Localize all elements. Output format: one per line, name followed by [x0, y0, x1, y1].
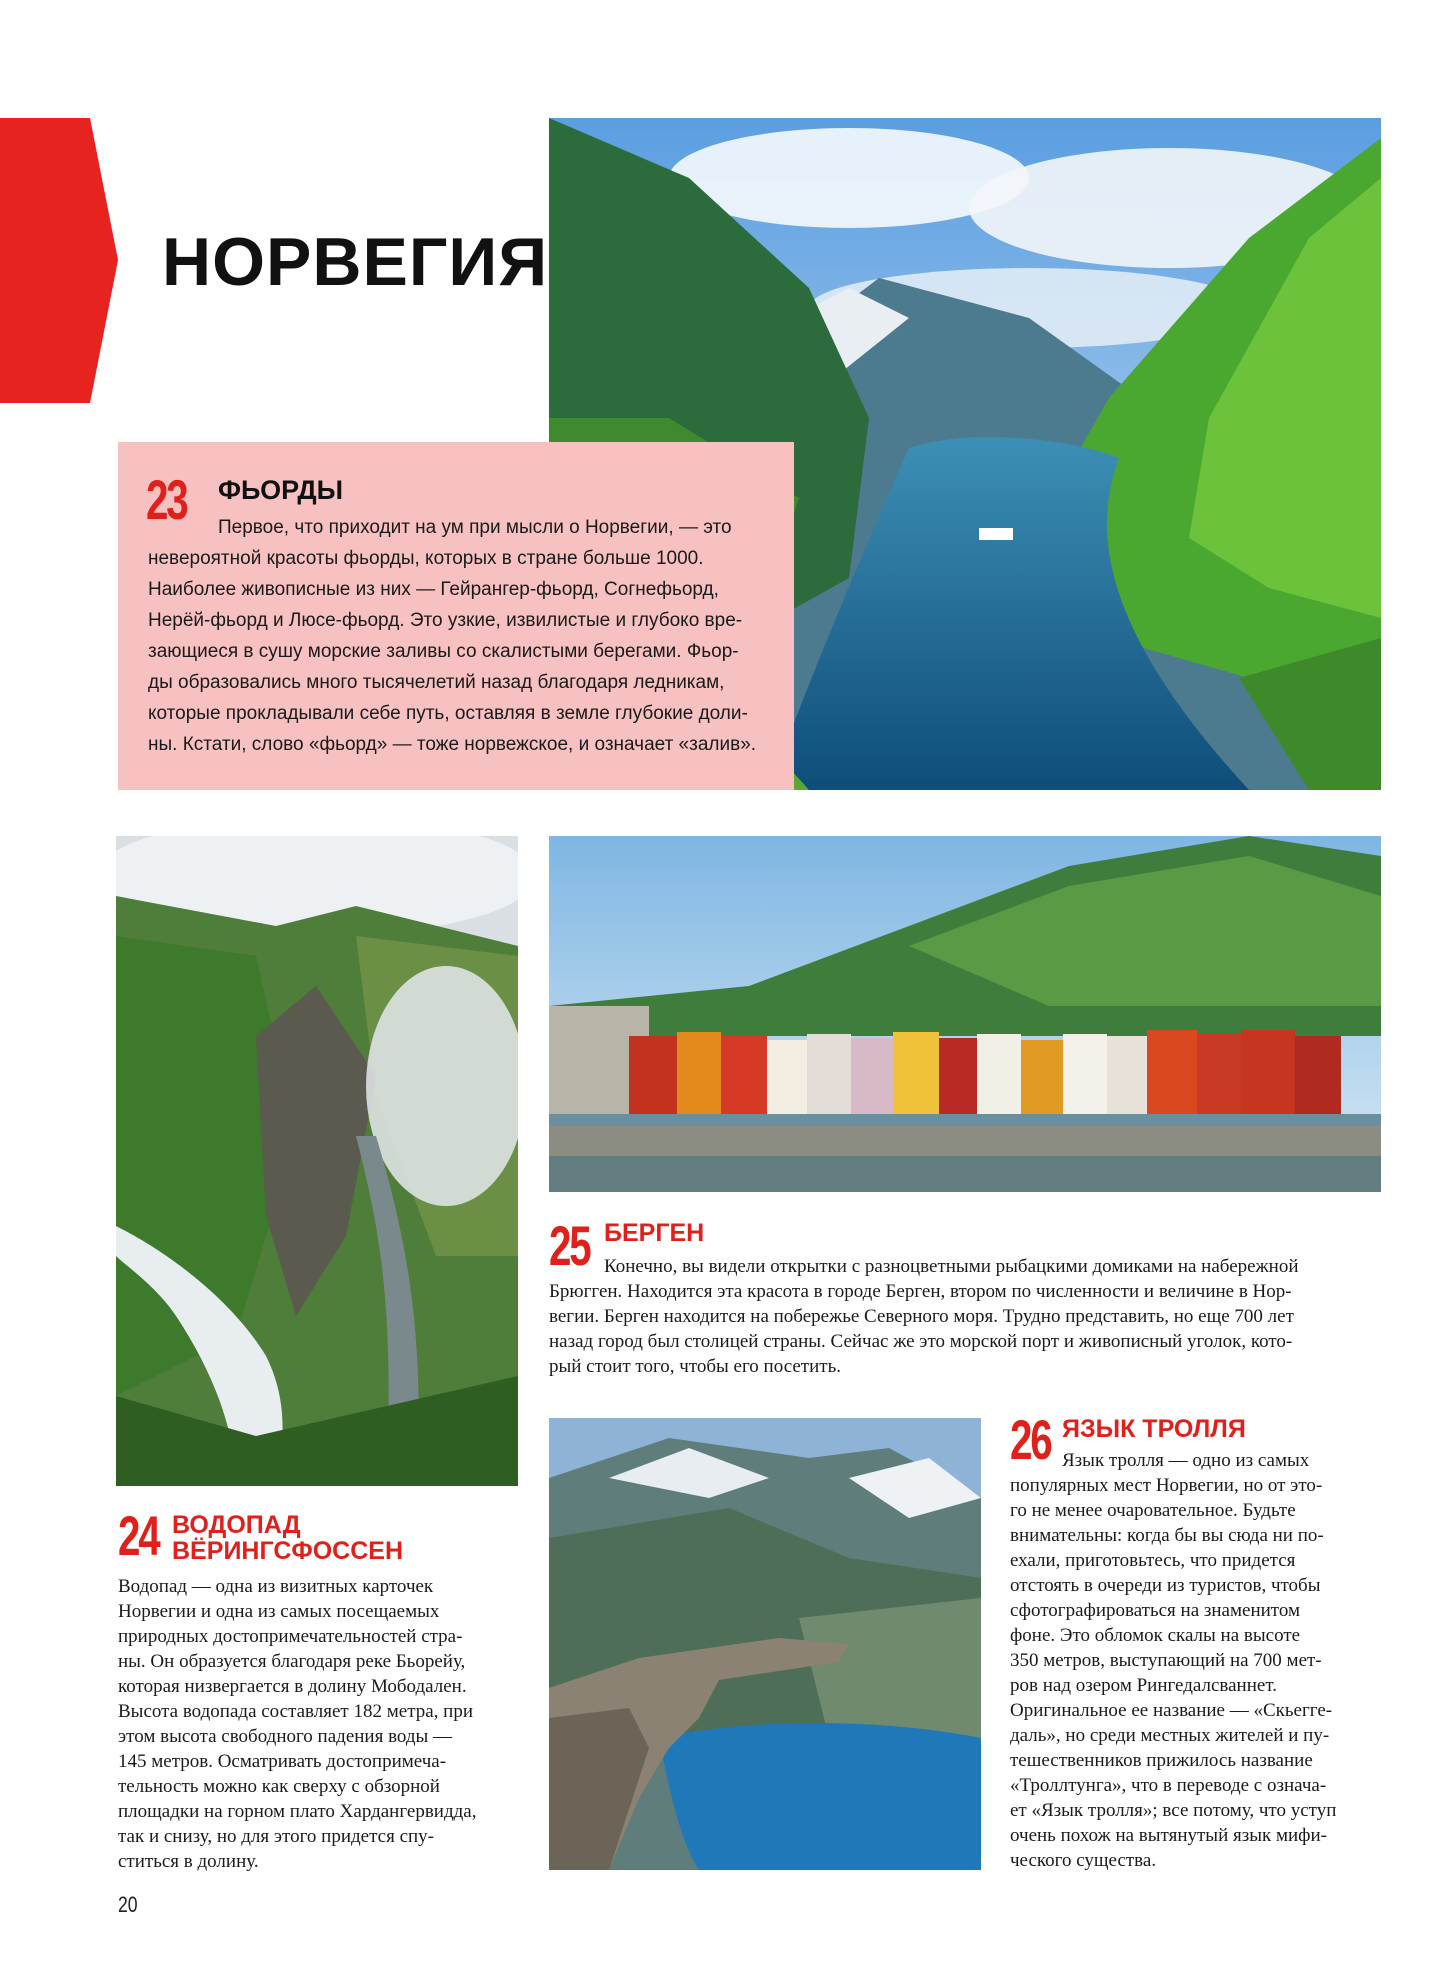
bergen-photo [549, 836, 1381, 1192]
section-number-26: 26 [1010, 1408, 1051, 1471]
waterfall-text-line: площадки на горном плато Хардангервидда, [118, 1801, 477, 1822]
trolltunga-text-line: ческого существа. [1010, 1850, 1157, 1871]
waterfall-text-line: Водопад — одна из визитных карточек [118, 1576, 434, 1597]
waterfall-text-line: ны. Он образуется благодаря реке Бьорейу, [118, 1651, 466, 1672]
trolltunga-text-line: ров над озером Рингедалсваннет. [1010, 1675, 1277, 1696]
trolltunga-text-line: очень похож на вытянутый язык мифи- [1010, 1825, 1327, 1846]
waterfall-text [118, 1574, 476, 1874]
trolltunga-text-line: ет «Язык тролля»; все потому, что уступ [1010, 1800, 1337, 1821]
fjords-text-line: зающиеся в сушу морские заливы со скалистыми берегами. Фьор- [148, 641, 739, 662]
section-number-23: 23 [146, 468, 187, 531]
bergen-text-line: вегии. Берген находится на побережье Северного моря. Трудно представить, но еще 700 лет [549, 1306, 1294, 1327]
bergen-text-line: рый стоит того, чтобы его посетить. [549, 1356, 841, 1377]
fjords-text-line: Первое, что приходит на ум при мысли о Норвегии, — это [218, 517, 732, 538]
fjords-text-box [118, 442, 794, 790]
fjords-text-line: которые прокладывали себе путь, оставляя в земле глубокие доли- [148, 703, 748, 724]
fjords-heading: ФЬОРДЫ [218, 475, 344, 505]
waterfall-text-line: 145 метров. Осматривать достопримеча- [118, 1751, 447, 1772]
trolltunga-text-line: сфотографироваться на знаменитом [1010, 1600, 1301, 1621]
bergen-houses [629, 1030, 1341, 1116]
trolltunga-photo [549, 1418, 981, 1870]
fjords-text-line: ны. Кстати, слово «фьорд» — тоже норвежское, и означает «залив». [148, 734, 757, 755]
trolltunga-text-line: Язык тролля — одно из самых [1062, 1450, 1310, 1471]
trolltunga-text-line: внимательны: когда бы вы сюда ни по- [1010, 1525, 1324, 1546]
waterfall-text-line: Норвегии и одна из самых посещаемых [118, 1601, 440, 1622]
page-title: НОРВЕГИЯ [162, 224, 549, 300]
waterfall-heading-line1: ВОДОПАД [172, 1511, 301, 1539]
section-number-25: 25 [549, 1214, 590, 1277]
trolltunga-text-line: 350 метров, выступающий на 700 мет- [1010, 1650, 1322, 1671]
bergen-text-line: Конечно, вы видели открытки с разноцветными рыбацкими домиками на набережной [604, 1256, 1299, 1277]
waterfall-photo [116, 836, 518, 1486]
fjords-text-line: Нерёй-фьорд и Люсе-фьорд. Это узкие, извилистые и глубоко вре- [148, 610, 743, 631]
bergen-text-line: Брюгген. Находится эта красота в городе Берген, втором по численности и величине в Нор- [549, 1281, 1292, 1302]
trolltunga-text-line: популярных мест Норвегии, но от это- [1010, 1475, 1323, 1496]
page-number: 20 [118, 1892, 138, 1917]
trolltunga-text-line: даль», но среди местных жителей и пу- [1010, 1725, 1330, 1746]
waterfall-text-line: тельность можно как сверху с обзорной [118, 1776, 440, 1797]
waterfall-text-line: природных достопримечательностей стра- [118, 1626, 463, 1647]
trolltunga-text [1010, 1473, 1336, 1873]
trolltunga-text-line: «Троллтунга», что в переводе с означа- [1010, 1775, 1327, 1796]
trolltunga-text-line: Оригинальное ее название — «Скьегге- [1010, 1700, 1333, 1721]
fjords-text-line: Наиболее живописные из них — Гейрангер-фьорд, Согнефьорд, [148, 579, 719, 600]
trolltunga-text-line: отстоять в очереди из туристов, чтобы [1010, 1575, 1321, 1596]
waterfall-text-line: ститься в долину. [118, 1851, 259, 1872]
trolltunga-heading: ЯЗЫК ТРОЛЛЯ [1062, 1415, 1246, 1443]
red-tab-shape [0, 118, 118, 403]
fjords-text-line: ды образовались много тысячелетий назад благодаря ледникам, [148, 672, 725, 693]
waterfall-text-line: так и снизу, но для этого придется спу- [118, 1826, 434, 1847]
trolltunga-text-line: ехали, приготовьтесь, что придется [1010, 1550, 1296, 1571]
waterfall-text-line: этом высота свободного падения воды — [118, 1726, 453, 1747]
trolltunga-text-line: фоне. Это обломок скалы на высоте [1010, 1625, 1301, 1646]
bergen-heading: БЕРГЕН [604, 1219, 705, 1247]
waterfall-heading-line2: ВЁРИНГСФОССЕН [172, 1537, 403, 1565]
waterfall-text-line: Высота водопада составляет 182 метра, при [118, 1701, 473, 1722]
red-accent-tab [0, 118, 118, 403]
trolltunga-text-line: тешественников прижилось название [1010, 1750, 1313, 1771]
waterfall-text-line: которая низвергается в долину Мободален. [118, 1676, 467, 1697]
fjords-text-line: невероятной красоты фьорды, которых в стране больше 1000. [148, 548, 704, 569]
section-number-24: 24 [118, 1504, 159, 1567]
bergen-text-line: назад город был столицей страны. Сейчас же это морской порт и живописный уголок, кото- [549, 1331, 1293, 1352]
trolltunga-text-line: го не менее очаровательное. Будьте [1010, 1500, 1296, 1521]
